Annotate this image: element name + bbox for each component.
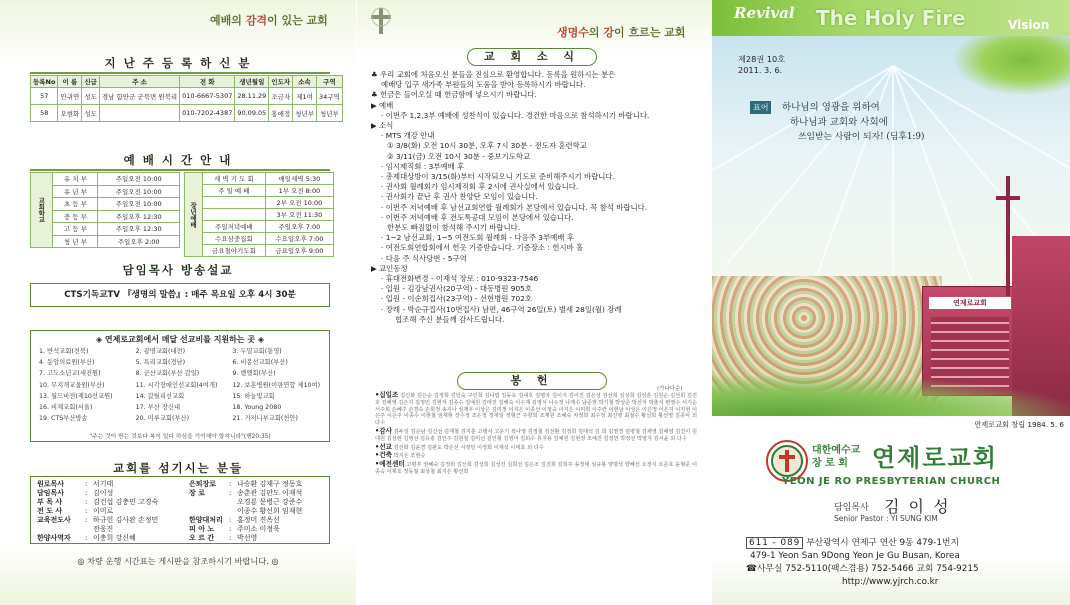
staff-names: 박선영 — [237, 534, 258, 542]
banner — [712, 0, 1070, 36]
news-item: · 장례 - 박순규집사(10번집사) 남편, 46구역 26일(토) 별세 28일(월) 장례 — [381, 304, 622, 314]
table-cell: 성도 — [82, 105, 100, 122]
table-cell: 오현화 — [58, 105, 82, 122]
cross-beam — [996, 196, 1020, 200]
table-row — [31, 185, 180, 198]
staff-names: 나승환 김재구 정동호 — [237, 480, 303, 488]
divider — [30, 169, 330, 171]
table-cell: 주일오전 10:00 — [98, 173, 180, 186]
pastor-name-en: Senior Pastor : YI SUNG KIM — [834, 514, 938, 523]
table-cell: 고 등 부 — [53, 223, 98, 236]
table-row — [31, 173, 180, 186]
divider — [30, 72, 330, 74]
staff-row — [37, 507, 187, 516]
table-header: 전 화 — [180, 76, 235, 88]
staff-names: 송춘관 김판도 이재석 — [237, 489, 303, 497]
offering-names: 고평후 권혜숙 김정희 김선희 김성희 김성진 김희선 김은조 김진희 김희주 송정태 심규봉 양명석 양혜선 오정식 오준호 윤형준 이종숙 이재호 정동철 최상철 최지은 황선희 — [375, 462, 697, 475]
mission-item: 14. 갈릴리선교회 — [135, 392, 185, 400]
mission-item: 19. CTS부산방송 — [39, 415, 88, 423]
table-cell: 58 — [31, 105, 58, 122]
news-item: ▶ 소식 — [371, 121, 394, 131]
table-header: 인도자 — [269, 76, 293, 88]
staff-sep: : — [85, 534, 88, 542]
staff-role — [37, 525, 85, 534]
table-cell: 주일오전 10:00 — [98, 185, 180, 198]
issue-number: 제28권 10호 — [738, 54, 786, 64]
offering-group — [375, 428, 697, 443]
table-cell: 주일오후 2:00 — [98, 235, 180, 248]
table-cell: 안귀연 — [58, 88, 82, 105]
offering-group — [375, 444, 697, 452]
table-cell: 주일저녁예배 — [202, 221, 265, 233]
news-item: · 총제대상방이 3/15(화)부터 시작되오니 기도로 준비해주시기 바랍니다. — [381, 172, 615, 182]
news-item: ▶ 예배 — [371, 100, 394, 110]
table-cell: 주일오후 12:30 — [98, 210, 180, 223]
caption-accent: 강 — [603, 26, 614, 39]
news-item: · MTS 개강 안내 — [381, 131, 435, 141]
table-cell — [99, 105, 179, 122]
news-item: · 입원 - 이순희집사(23구역) - 선현병원 702호 — [381, 294, 533, 304]
staff-sep: : — [85, 498, 88, 506]
offering-list — [375, 392, 697, 477]
news-item: · 입원 - 김강남권사(20구역) - 대동병원 905호 — [381, 284, 533, 294]
table-row — [185, 209, 334, 221]
mission-item: 13. 월드비전(제10선교원) — [39, 392, 113, 400]
table-cell: 수요일오후 7:00 — [265, 233, 333, 245]
address-block — [746, 537, 1066, 589]
table-row — [185, 221, 334, 233]
offering-note: (가나다순) — [657, 386, 683, 392]
staff-row — [189, 498, 329, 507]
staff-names: 이미로 — [93, 507, 114, 515]
staff-row — [37, 534, 187, 543]
newcomers-title: 지 난 주 등 록 하 신 분 — [104, 56, 252, 70]
info-area — [712, 436, 1070, 605]
offering-names: 박지은 조현승 — [393, 453, 426, 460]
motto-line: 쓰임받는 사람이 되자! (딤후1:9) — [798, 132, 925, 142]
news-item: · 1~2 남선교회, 1~5 여전도회 월례회 - 다음주 3부예배 후 — [381, 233, 574, 243]
staff-names: 오경룡 문병근 강준수 — [237, 498, 303, 506]
table-cell: 1부 오전 8:00 — [265, 185, 333, 197]
staff-role: 교육전도사 — [37, 516, 71, 524]
column-left — [0, 0, 356, 605]
mission-item: 8. 군산교회(부산 감일) — [135, 370, 200, 378]
staff-role: 은퇴장로 — [189, 480, 217, 488]
staff-role — [189, 498, 229, 507]
broadcast-box: CTS기독교TV 『생명의 말씀』: 매주 목요일 오후 4시 30분 — [30, 283, 330, 307]
news-item: ♣ 우리 교회에 처음오신 분들을 진심으로 환영합니다. 등록을 원하시는 분은 — [371, 70, 616, 79]
founded-date: 연제로교회 창립 1984. 5. 6 — [974, 420, 1064, 429]
offering-category: •건축 — [375, 451, 392, 460]
broadcast-title: 담임목사 방송설교 — [122, 263, 234, 277]
table-cell: 청년부 — [293, 105, 317, 122]
offering-group — [375, 461, 697, 476]
table-cell: 청 년 부 — [53, 235, 98, 248]
table-row — [31, 223, 180, 236]
cross-ornament-icon — [367, 6, 395, 36]
staff-row — [37, 498, 187, 507]
staff-names: 김이성 — [93, 489, 114, 497]
table-row — [185, 197, 334, 209]
table-cell: 금요철야기도회 — [202, 245, 265, 257]
table-header: 이 름 — [58, 76, 82, 88]
table-cell: 새 벽 기 도 회 — [202, 173, 265, 185]
offering-group — [375, 452, 697, 460]
table-cell: 유 년 부 — [53, 185, 98, 198]
foreground-leaves — [712, 376, 1070, 416]
offering-category: •선교 — [375, 442, 392, 451]
staff-title: 교회를 섬기시는 분들 — [113, 461, 243, 475]
motto-line: 하나님의 영광을 위하여 — [782, 102, 880, 113]
table-header: 주 소 — [99, 76, 179, 88]
news-item: · 이번주 저녁예배 후 남선교회연합 월례회가 본당에서 있습니다. 꼭 참석 바랍니다. — [381, 202, 648, 212]
table-cell: 주 일 예 배 — [202, 185, 265, 197]
address-kr — [746, 537, 1066, 550]
footer-note: ◎ 차량 운행 시간표는 게시판을 참조하시기 바랍니다. ◎ — [77, 556, 279, 566]
caption-accent: 생명수 — [557, 26, 589, 39]
leaves-decoration — [952, 36, 1070, 96]
column-cover — [712, 0, 1070, 605]
staff-row — [189, 480, 329, 489]
table-header: 등록No — [31, 76, 58, 88]
mission-item: 11. 시각장애인선교회(4여개) — [135, 381, 218, 389]
issue-date: 2011. 3. 6. — [738, 65, 783, 75]
table-cell — [202, 209, 265, 221]
denomination-line: 대한예수교 — [812, 445, 861, 456]
offering-title: 봉 헌 — [457, 372, 607, 390]
staff-sep: : — [85, 507, 88, 515]
staff-sep — [229, 498, 237, 507]
staff-role: 한양대처리 — [189, 516, 223, 524]
cross-tower-icon — [1006, 176, 1010, 296]
mission-item: 3. 두밀교회(통영) — [232, 348, 282, 355]
caption-part: 이 흐르는 교회 — [614, 26, 686, 39]
news-item: · 다음 주 식사당번 - 5구역 — [381, 253, 467, 263]
news-item: 협조해 주신 분들께 감사드립니다. — [395, 314, 505, 324]
table-cell: 주일오후 12:30 — [98, 223, 180, 236]
table-cell: 2부 오전 10:00 — [265, 197, 333, 209]
table-header: 생년월일 — [235, 76, 269, 88]
staff-sep: : — [229, 489, 232, 497]
news-item: 한분도 빠짐없이 참석해 주시기 바랍니다. — [387, 223, 521, 233]
staff-names: 서기태 — [93, 480, 114, 488]
newcomers-table — [30, 75, 343, 122]
table-cell: 매일새벽 5:30 — [265, 173, 333, 185]
staff-sep: : — [85, 516, 88, 524]
staff-row — [189, 507, 329, 516]
caption-part: 예배의 — [210, 14, 246, 27]
table-cell: 주일오전 10:00 — [98, 198, 180, 211]
table-cell: 010-7202-4387 — [180, 105, 235, 122]
church-name-en: YEON JE RO PRESBYTERIAN CHURCH — [782, 476, 1001, 487]
news-item: ② 3/11(금) 오전 10시 30분 - 중보기도학교 — [387, 151, 531, 161]
staff-row — [37, 489, 187, 498]
staff-names: 전웅진 — [93, 525, 114, 533]
staff-row — [37, 480, 187, 489]
mission-item: 17. 부산 장신대 — [135, 404, 181, 412]
light-ray — [725, 65, 894, 265]
table-header: 소속 — [293, 76, 317, 88]
mission-item: 6. 비봉선교회(부산) — [232, 359, 288, 367]
pastor-name: 김 이 성 — [884, 497, 951, 516]
staff-role: 장 로 — [189, 489, 205, 497]
staff-role: 오 르 간 — [189, 534, 215, 542]
header-caption-middle — [557, 24, 685, 40]
news-list — [371, 70, 701, 325]
staff-sep — [85, 525, 93, 534]
staff-sep: : — [229, 516, 232, 524]
table-row — [185, 185, 334, 197]
mission-item: 10. 무지개교울원(부산) — [39, 381, 105, 389]
church-name: 연제로교회 — [872, 444, 998, 472]
missions-box — [30, 330, 330, 442]
table-cell: 성도 — [82, 88, 100, 105]
staff-names: 김건섭 김충민 고경숙 — [93, 498, 159, 506]
missions-list — [39, 346, 329, 424]
mission-item: 4. 동암의료원(부산) — [39, 359, 95, 367]
postal-code: 611 - 089 — [746, 537, 803, 549]
news-item: 예배당 입구 새가족 부원들의 도움을 받아 등록하시기 바랍니다. — [381, 80, 586, 90]
staff-names: 이충희 강신혜 — [93, 534, 136, 542]
church-sign: 연제로교회 — [929, 297, 1011, 309]
banner-revival: Revival — [734, 4, 795, 22]
offering-names: 김선화 김윤경 김판도 박은선 서정민 이정희 이재석 이태호 외 다수 — [393, 444, 544, 451]
mission-item: 1. 반석교회(전북) — [39, 348, 89, 355]
motto — [782, 100, 924, 145]
mission-item: 9. 벧엘회(부산) — [232, 370, 276, 378]
offering-category: •십일조 — [375, 391, 399, 399]
table-cell: 금요일오후 9:00 — [265, 245, 333, 257]
mission-item: 16. 비제교회(서울) — [39, 404, 93, 412]
offering-names: 김신화 김은순 김정희 김인숙 구인희 김나엽 김동욱 김대호 김명자 김이지 김이진 김은성 김선희 김성희 김성훈 김원순 김선희 김진호 김해영 김은지 김정민 김현자 김종수 김예원 김태진 김해숙 이수재 김영식 나수정 나재수 남준권 박기철 박상준 박선자 박춘식 변영수 서기순 서주희 손혜주 손경숙 손희정 송지나 심재우 이상은 김미정 이지은 이종선 이정숙 이지은 이미희 이주란 이현남 이성은 이은정 이은지 이지현 이은주 이은주 이종수 이현철 임재현 장수정 조은정 정세일 정형근 주향희 조재원 조해숙 차정희 최수정 최진영 최철수 황선희 황선영 김종덕 외 다수 — [375, 393, 697, 427]
worship-table-school — [30, 172, 180, 248]
staff-role: 원로목사 — [37, 480, 65, 488]
staff-sep: : — [85, 480, 88, 488]
table-cell: 유 치 부 — [53, 173, 98, 186]
news-item: ♣ 헌금은 들어오실 때 헌금함에 넣으시기 바랍니다. — [371, 90, 537, 100]
cover-illustration — [712, 36, 1070, 416]
offering-category: •예전센터 — [375, 460, 405, 469]
table-row — [31, 88, 343, 105]
caption-accent: 감격 — [245, 14, 267, 27]
address-en: 479-1 Yeon San 9Dong Yeon Je Gu Busan, Korea — [750, 551, 960, 561]
news-item: · 휴대전화변경 - 이재석 장로 : 010-9323-7546 — [381, 274, 539, 284]
address-line: 부산광역시 연제구 연산 9동 479-1번지 — [806, 538, 959, 548]
table-row — [31, 105, 343, 122]
staff-sep: : — [229, 525, 232, 533]
staff-names: 주미소 이정욱 — [237, 525, 280, 533]
staff-row — [37, 516, 187, 525]
news-item: · 권사회가 끝난 후 권사 찬양단 모임이 있습니다. — [381, 192, 538, 202]
pastor-label: 담임목사 — [834, 503, 869, 513]
table-cell: 홍애정 — [269, 105, 293, 122]
staff-names: 하규헌 김사완 손정민 — [93, 516, 159, 524]
motto-line: 하나님과 교회와 사회에 — [790, 117, 888, 128]
table-cell: 010-6667-5307 — [180, 88, 235, 105]
staff-sep: : — [229, 480, 232, 488]
website-link[interactable]: http://www.yjrch.co.kr — [842, 577, 939, 587]
table-cell: 3부 오전 11:30 — [265, 209, 333, 221]
mission-item: 2. 광명교회(대전) — [135, 348, 186, 355]
table-cell: 28.11.29 — [235, 88, 269, 105]
table-cell — [202, 197, 265, 209]
worship-group-label: 교회학교 — [31, 173, 53, 248]
mission-item: 20. 미루교회(부산) — [135, 415, 190, 423]
table-cell: 90.09.05 — [235, 105, 269, 122]
staff-row — [189, 516, 329, 525]
mission-item: 15. 하늘빛교회 — [232, 392, 275, 400]
staff-role: 전 도 사 — [37, 507, 63, 515]
offering-category: •감사 — [375, 426, 392, 435]
staff-names: 이종수 황선희 임재현 — [237, 507, 303, 515]
staff-role: 피 아 노 — [189, 525, 215, 533]
table-cell: 중 등 부 — [53, 210, 98, 223]
staff-row — [189, 489, 329, 498]
table-cell: 조금자 — [269, 88, 293, 105]
mission-item: 12. 보훈병원(이판연합 제10여) — [232, 381, 321, 389]
news-item: ▶ 교인동정 — [371, 263, 408, 273]
news-item: · 이번주 1,2,3부 예배에 성찬식이 있습니다. 경건한 마음으로 참석하시기 바랍니다. — [381, 110, 650, 120]
table-row — [31, 235, 180, 248]
table-cell: 경남 함안군 군북면 원북리 — [99, 88, 179, 105]
staff-sep: : — [85, 489, 88, 497]
table-row — [185, 173, 334, 185]
issue-info — [738, 54, 785, 76]
news-item: ① 3/8(화) 오전 10시 30분, 오후 7시 30분 - 전도자 훈련학교 — [387, 141, 587, 151]
worship-group-label: 장년예배 — [185, 173, 203, 257]
table-cell: 제1여 — [293, 88, 317, 105]
column-middle — [357, 0, 712, 605]
table-header: 구역 — [316, 76, 342, 88]
mission-item: 5. 특리교회(경남) — [135, 359, 186, 367]
table-cell: 초 등 부 — [53, 198, 98, 211]
news-item: · 이번주 저녁예배 후 전도특공대 모임이 본당에서 있습니다. — [381, 212, 574, 222]
offering-group — [375, 392, 697, 427]
news-title: 교 회 소 식 — [467, 48, 597, 66]
banner-vision: Vision — [1008, 18, 1050, 32]
staff-row — [189, 525, 329, 534]
news-item: · 여전도회연합회에서 헌옷 기증받습니다. 기증장소 : 헌시바 홀 — [381, 243, 584, 253]
staff-sep: : — [229, 534, 232, 542]
caption-part: 의 — [588, 26, 604, 39]
table-row — [185, 233, 334, 245]
table-cell: 청년부 — [316, 105, 342, 122]
denomination — [812, 444, 860, 470]
missions-note: "주는 것이 받는 것보다 복이 있다 하심을 기억해야 할지니라"(행20:35) — [89, 434, 271, 440]
table-cell: 34구역 — [316, 88, 342, 105]
header-caption-left — [210, 12, 328, 28]
mission-item: 18. Young 2080 — [232, 404, 282, 412]
denomination-line: 장 로 회 — [812, 458, 848, 469]
news-item: · 권사회 월례회가 임시제직회 후 2시에 권사실에서 있습니다. — [381, 182, 579, 192]
worship-title: 예 배 시 간 안 내 — [123, 153, 233, 167]
caption-part: 이 있는 교회 — [266, 14, 328, 27]
mission-item: 21. 거저니부교회(천안) — [232, 415, 298, 423]
staff-role: 한양사역자 — [37, 534, 71, 542]
staff-row — [189, 534, 329, 543]
table-cell: 57 — [31, 88, 58, 105]
staff-role: 부 목 사 — [37, 498, 63, 506]
offering-names: 김두일 김순남 김신선 김재철 김지훈 고병서 고운기 곽나영 김정철 김선환 김정희 김태석 김 희 김영경 김병철 김재영 김해영 김진이 김대원 김성현 김영선 김유흥 김인주 김현철 김미선 김인형 김영미 김외수 류지용 김예원 김현정 조예진 김정민 박정선 박영지 김서윤 외 다수 — [375, 428, 698, 442]
staff-box — [30, 476, 330, 544]
table-row — [31, 198, 180, 211]
staff-sep — [229, 507, 237, 516]
table-header: 신급 — [82, 76, 100, 88]
worship-table-adult — [184, 172, 334, 257]
missions-title: ◈ 연제로교회에서 매달 선교비를 지원하는 곳 ◈ — [95, 335, 265, 344]
staff-role — [189, 507, 229, 516]
table-row — [185, 245, 334, 257]
table-row — [31, 210, 180, 223]
banner-holy-fire: The Holy Fire — [816, 6, 966, 30]
table-cell: 주일오후 7:00 — [265, 221, 333, 233]
news-item: · 임시제직회 : 3부예배 후 — [381, 161, 465, 171]
staff-role: 담임목사 — [37, 489, 65, 497]
mission-item: 7. 고도소년교(세진원) — [39, 370, 101, 378]
table-cell: 수요삼중집회 — [202, 233, 265, 245]
phone-line: ☎사무실 752-5110(팩스겸용) 752-5466 교회 754-9215 — [746, 564, 979, 574]
staff-row — [37, 525, 187, 534]
motto-label: 표어 — [750, 101, 771, 114]
staff-names: 홍정미 진옥선 — [237, 516, 280, 524]
